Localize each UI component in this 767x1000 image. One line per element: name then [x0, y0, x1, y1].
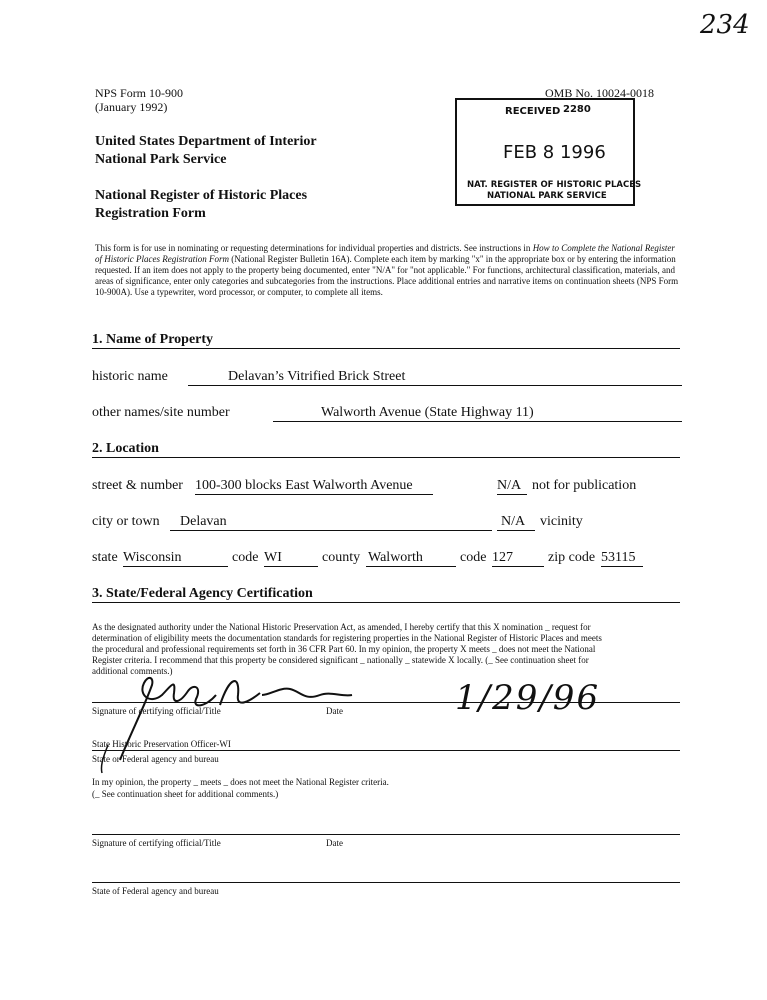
historic-name-value: Delavan’s Vitrified Brick Street [228, 369, 406, 384]
section1-heading: 1. Name of Property [92, 332, 680, 349]
service-name: National Park Service [95, 152, 227, 167]
vicinity-label: vicinity [540, 514, 583, 529]
form-title: National Register of Historic Places [95, 188, 308, 203]
section3-heading: 3. State/Federal Agency Certification [92, 586, 680, 603]
date-label: Date [326, 706, 343, 716]
county-label: county [322, 550, 361, 565]
opinion-line2: (_ See continuation sheet for additional comments.) [92, 789, 279, 799]
vicinity-checkbox[interactable] [497, 514, 535, 531]
na-publication-value: N/A [497, 478, 522, 493]
historic-name-label: historic name [92, 369, 168, 384]
city-value: Delavan [180, 514, 227, 529]
city-field[interactable] [170, 514, 492, 531]
agency-label: State or Federal agency and bureau [92, 754, 219, 764]
signature2-label: Signature of certifying official/Title [92, 838, 221, 848]
page-number: 234 [700, 10, 750, 40]
not-for-publication-label: not for publication [532, 478, 637, 493]
received-stamp [455, 98, 642, 206]
other-names-label: other names/site number [92, 405, 230, 420]
county-value: Walworth [368, 550, 423, 565]
street-field[interactable] [195, 478, 433, 495]
other-names-field[interactable] [273, 405, 682, 422]
agency2-line [92, 882, 680, 883]
agency-value: State Historic Preservation Officer-WI [92, 739, 231, 749]
other-names-value: Walworth Avenue (State Highway 11) [321, 405, 534, 420]
street-value: 100-300 blocks East Walworth Avenue [195, 478, 413, 493]
zip-value: 53115 [601, 550, 636, 565]
state-field[interactable] [123, 550, 228, 567]
section2-heading: 2. Location [92, 441, 680, 458]
stamp-code: 2280 [563, 104, 591, 115]
county-code-field[interactable] [492, 550, 544, 567]
state-value: Wisconsin [123, 550, 182, 565]
state-code-value: WI [264, 550, 282, 565]
street-label: street & number [92, 478, 183, 493]
cert-line4: Register criteria. I recommend that this property be considered significant _ nationally _ statewide X locally. (_ See continuation sheet for [92, 655, 589, 665]
omb-number: OMB No. 10024-0018 [545, 86, 655, 100]
agency-line [92, 750, 680, 751]
department-name: United States Department of Interior [95, 134, 317, 149]
form-date: (January 1992) [95, 100, 168, 114]
historic-name-field[interactable] [188, 369, 682, 386]
signature-label: Signature of certifying official/Title [92, 706, 221, 716]
county-field[interactable] [366, 550, 456, 567]
county-code-value: 127 [492, 550, 513, 565]
intro-paragraph [95, 243, 683, 298]
city-label: city or town [92, 514, 160, 529]
intro-bulletin-title: How to Complete the National Register of Historic Places Registration Form [95, 243, 675, 264]
signature2-line [92, 834, 680, 835]
opinion-line1: In my opinion, the property _ meets _ does not meet the National Register criteria. [92, 777, 389, 787]
state-code-field[interactable] [264, 550, 318, 567]
stamp-date: FEB 8 1996 [503, 142, 606, 163]
county-code-label: code [460, 550, 487, 565]
zip-label: zip code [548, 550, 596, 565]
form-subtitle: Registration Form [95, 206, 206, 221]
cert-line5: additional comments.) [92, 666, 173, 676]
stamp-line1: NAT. REGISTER OF HISTORIC PLACES [467, 180, 642, 190]
na-vicinity-value: N/A [501, 514, 526, 529]
state-label: state [92, 550, 118, 565]
cert-line1: As the designated authority under the National Historic Preservation Act, as amended, I hereby certify that this X nomination _ request for [92, 622, 591, 632]
not-for-publication-checkbox[interactable] [497, 478, 527, 495]
intro-part2: (National Register Bulletin 16A). Complete each item by marking "x" in the appropriate box or by entering the information requested. If an item does not apply to the property being documented, enter "N/A" for "not applicable." For functions, architectural classification, materials, and areas of significance, enter only categories and subcategories from the instructions. Place additional entries and narrative items on continuation sheets (NPS Form 10-900A). Use a typewriter, word processor, or computer, to complete all items. [95, 254, 679, 297]
agency2-label: State of Federal agency and bureau [92, 886, 219, 896]
cert-line2: determination of eligibility meets the documentation standards for registering properties in the National Register of Historic Places and meets [92, 633, 602, 643]
signature-date: 1/29/96 [455, 678, 601, 718]
zip-field[interactable] [601, 550, 643, 567]
stamp-line2: NATIONAL PARK SERVICE [487, 191, 607, 201]
intro-part1: This form is for use in nominating or requesting determinations for individual properties and districts. See instructions in [95, 243, 533, 253]
state-code-label: code [232, 550, 259, 565]
date2-label: Date [326, 838, 343, 848]
form-number: NPS Form 10-900 [95, 86, 184, 100]
cert-line3: the procedural and professional requirements set forth in 36 CFR Part 60. In my opinion, the property X meets _ does not meet the National [92, 644, 596, 654]
stamp-received: RECEIVED [505, 106, 561, 117]
signature-line [92, 702, 680, 703]
